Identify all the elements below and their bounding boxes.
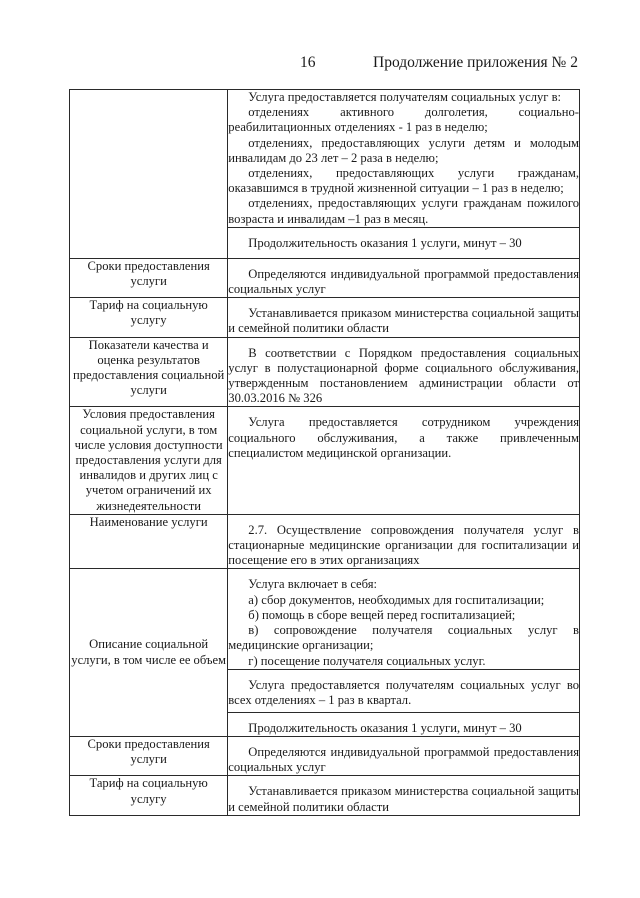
includes-line: б) помощь в сборе вещей перед госпитализацией; xyxy=(248,607,516,622)
terms-text: Определяются индивидуальной программой предоставления социальных услуг xyxy=(228,266,579,297)
service-name-text: 2.7. Осуществление сопровождения получателя услуг в стационарные медицинские организации для госпитализации и посещение его в этих организациях xyxy=(228,522,579,568)
row-label: Наименование услуги xyxy=(70,514,228,569)
quality-text: В соответствии с Порядком предоставления социальных услуг в полустационарной форме социального обслуживания, утвержденным постановлением администрации области от 30.03.2016 № 326 xyxy=(228,345,579,406)
row-value xyxy=(228,298,580,337)
recipients-line: отделениях активного долголетия, социально-реабилитационных отделениях - 1 раз в неделю; xyxy=(228,105,579,135)
table-row xyxy=(70,298,580,337)
row-value xyxy=(228,514,580,569)
row-value xyxy=(228,258,580,297)
table-row xyxy=(70,90,580,228)
duration-cell xyxy=(228,712,580,736)
row-label: Описание социальной услуги, в том числе ее объем xyxy=(70,569,228,736)
table-row xyxy=(70,776,580,815)
recipients-line: отделениях, предоставляющих услуги гражданам пожилого возраста и инвалидам –1 раз в месяц. xyxy=(228,196,579,226)
table-row xyxy=(70,569,580,669)
row-value xyxy=(228,736,580,775)
page-number: 16 xyxy=(300,54,316,71)
recipients-line: Услуга предоставляется получателям социальных услуг в: xyxy=(248,90,562,104)
row-label: Показатели качества и оценка результатов предоставления социальной услуги xyxy=(70,337,228,407)
row-label: Сроки предоставления услуги xyxy=(70,736,228,775)
table-row xyxy=(70,258,580,297)
row-label: Сроки предоставления услуги xyxy=(70,258,228,297)
recipients-line: отделениях, предоставляющих услуги детям и молодым инвалидам до 23 лет – 2 раза в неделю; xyxy=(228,135,579,165)
includes-cell xyxy=(228,569,580,669)
includes-line: г) посещение получателя социальных услуг. xyxy=(248,653,486,668)
row-label: Условия предоставления социальной услуги, в том числе условия доступности предоставления услуги для инвалидов и других лиц с учетом ограничений их жизнедеятельности xyxy=(70,407,228,514)
table-row xyxy=(70,407,580,514)
includes-line: а) сбор документов, необходимых для госпитализации; xyxy=(248,592,545,607)
terms-text: Определяются индивидуальной программой предоставления социальных услуг xyxy=(228,744,579,775)
service-recipients-cell xyxy=(228,90,580,228)
frequency-cell xyxy=(228,669,580,712)
row-value xyxy=(228,337,580,407)
conditions-text: Услуга предоставляется сотрудником учреждения социального обслуживания, а также привлеченным специалистом медицинской организации. xyxy=(228,415,579,460)
table-row xyxy=(70,736,580,775)
table-row xyxy=(70,337,580,407)
recipients-line: отделениях, предоставляющих услуги гражданам, оказавшимся в трудной жизненной ситуации – 1 раз в неделю; xyxy=(228,166,579,196)
frequency-text: Услуга предоставляется получателям социальных услуг во всех отделениях – 1 раз в квартал. xyxy=(228,677,579,707)
page-header xyxy=(0,52,640,74)
table-row xyxy=(70,514,580,569)
duration-cell xyxy=(228,227,580,258)
row-label: Тариф на социальную услугу xyxy=(70,776,228,815)
duration-text: Продолжительность оказания 1 услуги, минут – 30 xyxy=(248,235,522,250)
tariff-text: Устанавливается приказом министерства социальной защиты и семейной политики области xyxy=(228,306,579,336)
row-value xyxy=(228,407,580,514)
service-table xyxy=(69,89,580,816)
row-label: Тариф на социальную услугу xyxy=(70,298,228,337)
row-value xyxy=(228,776,580,815)
tariff-text: Устанавливается приказом министерства социальной защиты и семейной политики области xyxy=(228,784,579,814)
page-caption: Продолжение приложения № 2 xyxy=(373,54,578,71)
row-label-empty xyxy=(70,90,228,259)
includes-line: Услуга включает в себя: xyxy=(248,577,378,592)
duration-text: Продолжительность оказания 1 услуги, минут – 30 xyxy=(248,720,522,735)
includes-line: в) сопровождение получателя социальных услуг в медицинские организации; xyxy=(228,623,579,653)
